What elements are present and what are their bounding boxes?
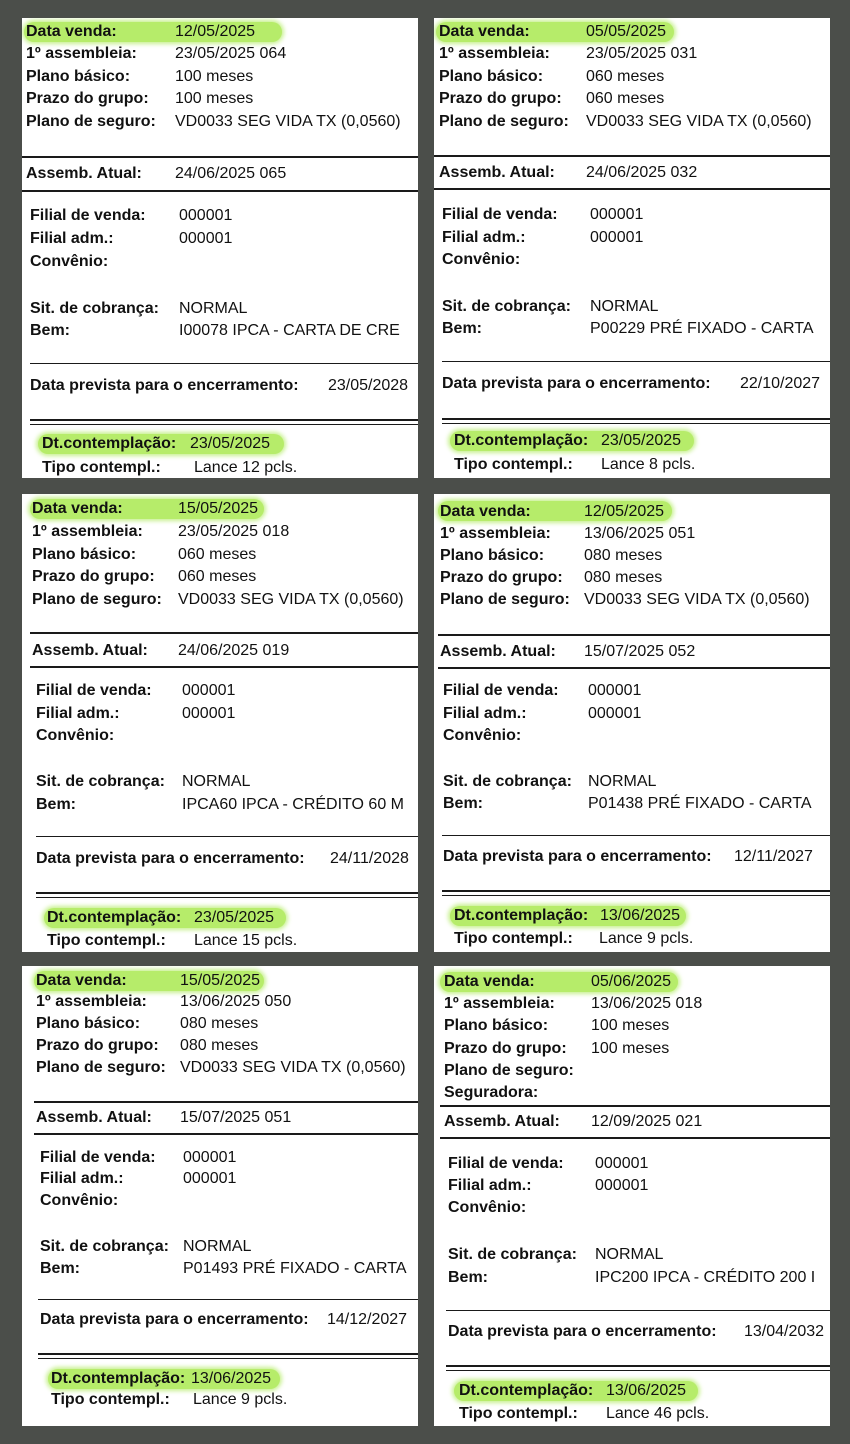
divider bbox=[36, 836, 418, 837]
divider bbox=[30, 424, 418, 425]
label-plano-basico: Plano básico: bbox=[26, 68, 131, 85]
label-filial-venda: Filial de venda: bbox=[36, 682, 152, 699]
value-assemb-atual: 15/07/2025 052 bbox=[584, 643, 696, 660]
label-filial-adm: Filial adm.: bbox=[448, 1177, 532, 1194]
label-plano-basico: Plano básico: bbox=[439, 68, 544, 85]
contract-card-2 bbox=[434, 18, 830, 478]
value-bem: P01493 PRÉ FIXADO - CARTA bbox=[183, 1260, 407, 1277]
value-plano-seguro: VD0033 SEG VIDA TX (0,0560) bbox=[178, 591, 404, 608]
value-sit-cobranca: NORMAL bbox=[179, 300, 248, 317]
label-dt-contemplacao: Dt.contemplação: bbox=[47, 909, 182, 926]
value-1-assembleia: 23/05/2025 018 bbox=[178, 523, 290, 540]
label-plano-basico: Plano básico: bbox=[32, 546, 137, 563]
value-assemb-atual: 24/06/2025 065 bbox=[175, 165, 287, 182]
value-sit-cobranca: NORMAL bbox=[590, 298, 659, 315]
label-tipo-contempl: Tipo contempl.: bbox=[42, 459, 161, 476]
label-filial-adm: Filial adm.: bbox=[442, 229, 526, 246]
value-assemb-atual: 24/06/2025 032 bbox=[586, 164, 698, 181]
label-data-venda: Data venda: bbox=[36, 972, 127, 989]
value-plano-basico: 080 meses bbox=[180, 1015, 259, 1032]
value-bem: P01438 PRÉ FIXADO - CARTA bbox=[588, 795, 812, 812]
divider bbox=[30, 632, 418, 634]
value-filial-venda: 000001 bbox=[182, 682, 236, 699]
label-convenio: Convênio: bbox=[36, 727, 115, 744]
value-data-venda: 05/06/2025 bbox=[591, 973, 672, 990]
label-data-venda: Data venda: bbox=[26, 23, 117, 40]
value-data-venda: 15/05/2025 bbox=[178, 500, 259, 517]
value-filial-venda: 000001 bbox=[183, 1149, 237, 1166]
label-seguradora: Seguradora: bbox=[444, 1084, 539, 1101]
label-bem: Bem: bbox=[36, 796, 77, 813]
label-tipo-contempl: Tipo contempl.: bbox=[47, 932, 166, 949]
divider bbox=[442, 890, 830, 892]
label-sit-cobranca: Sit. de cobrança: bbox=[443, 773, 572, 790]
divider bbox=[438, 667, 830, 669]
label-assemb-atual: Assemb. Atual: bbox=[440, 643, 556, 660]
contract-card-3 bbox=[22, 494, 418, 952]
label-dt-contemplacao: Dt.contemplação: bbox=[51, 1370, 186, 1387]
value-dt-contemplacao: 13/06/2025 bbox=[191, 1370, 272, 1387]
divider bbox=[442, 895, 830, 896]
label-dt-contemplacao: Dt.contemplação: bbox=[459, 1382, 594, 1399]
value-filial-venda: 000001 bbox=[588, 682, 642, 699]
value-1-assembleia: 23/05/2025 031 bbox=[586, 45, 698, 62]
label-convenio: Convênio: bbox=[442, 251, 521, 268]
label-dt-contemplacao: Dt.contemplação: bbox=[454, 907, 589, 924]
label-assemb-atual: Assemb. Atual: bbox=[439, 164, 555, 181]
label-prazo-grupo: Prazo do grupo: bbox=[32, 568, 155, 585]
label-1-assembleia: 1º assembleia: bbox=[26, 45, 137, 62]
label-data-prevista: Data prevista para o encerramento: bbox=[40, 1311, 309, 1328]
value-filial-adm: 000001 bbox=[590, 229, 644, 246]
divider bbox=[442, 423, 830, 424]
label-data-prevista: Data prevista para o encerramento: bbox=[30, 377, 299, 394]
divider bbox=[442, 418, 830, 420]
label-convenio: Convênio: bbox=[30, 253, 109, 270]
value-filial-adm: 000001 bbox=[588, 705, 642, 722]
label-data-venda: Data venda: bbox=[440, 503, 531, 520]
divider bbox=[446, 1310, 830, 1311]
label-filial-venda: Filial de venda: bbox=[30, 207, 146, 224]
label-filial-adm: Filial adm.: bbox=[443, 705, 527, 722]
value-assemb-atual: 15/07/2025 051 bbox=[180, 1109, 292, 1126]
label-dt-contemplacao: Dt.contemplação: bbox=[454, 432, 589, 449]
divider bbox=[38, 1299, 418, 1300]
value-dt-contemplacao: 13/06/2025 bbox=[606, 1382, 687, 1399]
label-assemb-atual: Assemb. Atual: bbox=[36, 1109, 152, 1126]
value-plano-basico: 100 meses bbox=[175, 68, 254, 85]
label-data-prevista: Data prevista para o encerramento: bbox=[36, 850, 305, 867]
value-plano-basico: 080 meses bbox=[584, 547, 663, 564]
label-assemb-atual: Assemb. Atual: bbox=[444, 1113, 560, 1130]
value-plano-seguro: VD0033 SEG VIDA TX (0,0560) bbox=[586, 113, 812, 130]
label-bem: Bem: bbox=[40, 1260, 81, 1277]
value-prazo-grupo: 060 meses bbox=[178, 568, 257, 585]
value-assemb-atual: 24/06/2025 019 bbox=[178, 642, 290, 659]
value-tipo-contempl: Lance 12 pcls. bbox=[194, 459, 298, 476]
label-plano-seguro: Plano de seguro: bbox=[444, 1062, 574, 1079]
label-data-prevista: Data prevista para o encerramento: bbox=[443, 848, 712, 865]
label-filial-adm: Filial adm.: bbox=[30, 230, 114, 247]
divider bbox=[438, 634, 830, 636]
value-dt-contemplacao: 23/05/2025 bbox=[601, 432, 682, 449]
label-prazo-grupo: Prazo do grupo: bbox=[36, 1037, 159, 1054]
value-bem: I00078 IPCA - CARTA DE CRE bbox=[179, 322, 400, 339]
value-prazo-grupo: 080 meses bbox=[584, 569, 663, 586]
label-dt-contemplacao: Dt.contemplação: bbox=[42, 435, 177, 452]
value-prazo-grupo: 060 meses bbox=[586, 90, 665, 107]
label-prazo-grupo: Prazo do grupo: bbox=[439, 90, 562, 107]
label-1-assembleia: 1º assembleia: bbox=[440, 525, 551, 542]
label-1-assembleia: 1º assembleia: bbox=[444, 995, 555, 1012]
value-plano-basico: 100 meses bbox=[591, 1017, 670, 1034]
value-prazo-grupo: 100 meses bbox=[591, 1040, 670, 1057]
value-prazo-grupo: 100 meses bbox=[175, 90, 254, 107]
divider bbox=[440, 1105, 830, 1107]
value-1-assembleia: 13/06/2025 050 bbox=[180, 993, 292, 1010]
label-bem: Bem: bbox=[443, 795, 484, 812]
value-filial-adm: 000001 bbox=[595, 1177, 649, 1194]
label-prazo-grupo: Prazo do grupo: bbox=[444, 1040, 567, 1057]
divider bbox=[30, 363, 418, 364]
divider bbox=[38, 1358, 418, 1359]
label-prazo-grupo: Prazo do grupo: bbox=[26, 90, 149, 107]
divider bbox=[442, 835, 830, 836]
value-tipo-contempl: Lance 46 pcls. bbox=[606, 1405, 710, 1422]
divider bbox=[30, 419, 418, 421]
value-tipo-contempl: Lance 15 pcls. bbox=[194, 932, 298, 949]
value-dt-contemplacao: 23/05/2025 bbox=[194, 909, 275, 926]
value-dt-contemplacao: 13/06/2025 bbox=[600, 907, 681, 924]
value-tipo-contempl: Lance 8 pcls. bbox=[601, 456, 696, 473]
label-data-venda: Data venda: bbox=[32, 500, 123, 517]
value-tipo-contempl: Lance 9 pcls. bbox=[599, 930, 694, 947]
value-data-prevista: 24/11/2028 bbox=[330, 850, 409, 867]
divider bbox=[34, 1133, 418, 1135]
value-sit-cobranca: NORMAL bbox=[182, 773, 251, 790]
label-convenio: Convênio: bbox=[40, 1192, 119, 1209]
label-filial-venda: Filial de venda: bbox=[442, 206, 558, 223]
value-data-prevista: 12/11/2027 bbox=[734, 848, 813, 865]
label-plano-seguro: Plano de seguro: bbox=[440, 591, 570, 608]
value-bem: IPC200 IPCA - CRÉDITO 200 I bbox=[595, 1269, 816, 1286]
value-data-venda: 12/05/2025 bbox=[175, 23, 256, 40]
value-data-venda: 05/05/2025 bbox=[586, 23, 667, 40]
value-plano-seguro: VD0033 SEG VIDA TX (0,0560) bbox=[175, 113, 401, 130]
value-data-venda: 15/05/2025 bbox=[180, 972, 261, 989]
label-sit-cobranca: Sit. de cobrança: bbox=[40, 1238, 169, 1255]
divider bbox=[446, 1365, 830, 1367]
label-plano-basico: Plano básico: bbox=[444, 1017, 549, 1034]
value-plano-seguro: VD0033 SEG VIDA TX (0,0560) bbox=[180, 1059, 406, 1076]
value-assemb-atual: 12/09/2025 021 bbox=[591, 1113, 703, 1130]
label-assemb-atual: Assemb. Atual: bbox=[26, 165, 142, 182]
label-filial-venda: Filial de venda: bbox=[40, 1149, 156, 1166]
label-tipo-contempl: Tipo contempl.: bbox=[51, 1391, 170, 1408]
value-bem: P00229 PRÉ FIXADO - CARTA bbox=[590, 320, 814, 337]
value-sit-cobranca: NORMAL bbox=[588, 773, 657, 790]
divider bbox=[440, 1137, 830, 1139]
label-data-venda: Data venda: bbox=[439, 23, 530, 40]
value-1-assembleia: 23/05/2025 064 bbox=[175, 45, 287, 62]
value-prazo-grupo: 080 meses bbox=[180, 1037, 259, 1054]
label-plano-seguro: Plano de seguro: bbox=[26, 113, 156, 130]
label-filial-venda: Filial de venda: bbox=[448, 1155, 564, 1172]
label-convenio: Convênio: bbox=[443, 727, 522, 744]
value-filial-venda: 000001 bbox=[590, 206, 644, 223]
label-data-prevista: Data prevista para o encerramento: bbox=[448, 1323, 717, 1340]
label-convenio: Convênio: bbox=[448, 1199, 527, 1216]
label-plano-seguro: Plano de seguro: bbox=[32, 591, 162, 608]
divider bbox=[34, 1101, 418, 1103]
label-tipo-contempl: Tipo contempl.: bbox=[454, 930, 573, 947]
divider bbox=[36, 892, 418, 894]
divider bbox=[36, 897, 418, 898]
label-1-assembleia: 1º assembleia: bbox=[439, 45, 550, 62]
label-bem: Bem: bbox=[442, 320, 483, 337]
value-data-prevista: 22/10/2027 bbox=[740, 375, 821, 392]
label-tipo-contempl: Tipo contempl.: bbox=[459, 1405, 578, 1422]
label-plano-basico: Plano básico: bbox=[36, 1015, 141, 1032]
label-filial-adm: Filial adm.: bbox=[36, 705, 120, 722]
label-filial-adm: Filial adm.: bbox=[40, 1170, 124, 1187]
value-filial-adm: 000001 bbox=[183, 1170, 237, 1187]
label-filial-venda: Filial de venda: bbox=[443, 682, 559, 699]
label-plano-seguro: Plano de seguro: bbox=[439, 113, 569, 130]
label-1-assembleia: 1º assembleia: bbox=[36, 993, 147, 1010]
label-prazo-grupo: Prazo do grupo: bbox=[440, 569, 563, 586]
contract-card-1 bbox=[22, 18, 418, 478]
value-filial-adm: 000001 bbox=[179, 230, 233, 247]
value-tipo-contempl: Lance 9 pcls. bbox=[193, 1391, 288, 1408]
divider bbox=[30, 666, 418, 668]
value-dt-contemplacao: 23/05/2025 bbox=[190, 435, 271, 452]
label-plano-seguro: Plano de seguro: bbox=[36, 1059, 166, 1076]
label-sit-cobranca: Sit. de cobrança: bbox=[30, 300, 159, 317]
label-plano-basico: Plano básico: bbox=[440, 547, 545, 564]
contract-card-6 bbox=[434, 966, 830, 1426]
value-data-venda: 12/05/2025 bbox=[584, 503, 665, 520]
value-data-prevista: 14/12/2027 bbox=[327, 1311, 408, 1328]
divider bbox=[446, 1370, 830, 1371]
label-bem: Bem: bbox=[30, 322, 71, 339]
contract-card-4 bbox=[434, 494, 830, 952]
value-plano-seguro: VD0033 SEG VIDA TX (0,0560) bbox=[584, 591, 810, 608]
label-assemb-atual: Assemb. Atual: bbox=[32, 642, 148, 659]
value-sit-cobranca: NORMAL bbox=[595, 1246, 664, 1263]
label-sit-cobranca: Sit. de cobrança: bbox=[442, 298, 571, 315]
divider bbox=[22, 190, 418, 192]
divider bbox=[434, 155, 830, 157]
value-sit-cobranca: NORMAL bbox=[183, 1238, 252, 1255]
label-data-prevista: Data prevista para o encerramento: bbox=[442, 375, 711, 392]
divider bbox=[434, 188, 830, 190]
label-tipo-contempl: Tipo contempl.: bbox=[454, 456, 573, 473]
value-filial-venda: 000001 bbox=[179, 207, 233, 224]
value-data-prevista: 13/04/2032 bbox=[744, 1323, 825, 1340]
contract-card-5 bbox=[22, 966, 418, 1426]
divider bbox=[22, 156, 418, 158]
value-plano-basico: 060 meses bbox=[586, 68, 665, 85]
label-1-assembleia: 1º assembleia: bbox=[32, 523, 143, 540]
divider bbox=[442, 361, 830, 362]
label-sit-cobranca: Sit. de cobrança: bbox=[36, 773, 165, 790]
label-sit-cobranca: Sit. de cobrança: bbox=[448, 1246, 577, 1263]
label-bem: Bem: bbox=[448, 1269, 489, 1286]
value-filial-venda: 000001 bbox=[595, 1155, 649, 1172]
value-1-assembleia: 13/06/2025 018 bbox=[591, 995, 703, 1012]
value-plano-basico: 060 meses bbox=[178, 546, 257, 563]
label-data-venda: Data venda: bbox=[444, 973, 535, 990]
value-bem: IPCA60 IPCA - CRÉDITO 60 M bbox=[182, 796, 404, 813]
value-filial-adm: 000001 bbox=[182, 705, 236, 722]
value-1-assembleia: 13/06/2025 051 bbox=[584, 525, 696, 542]
divider bbox=[38, 1353, 418, 1355]
value-data-prevista: 23/05/2028 bbox=[328, 377, 409, 394]
